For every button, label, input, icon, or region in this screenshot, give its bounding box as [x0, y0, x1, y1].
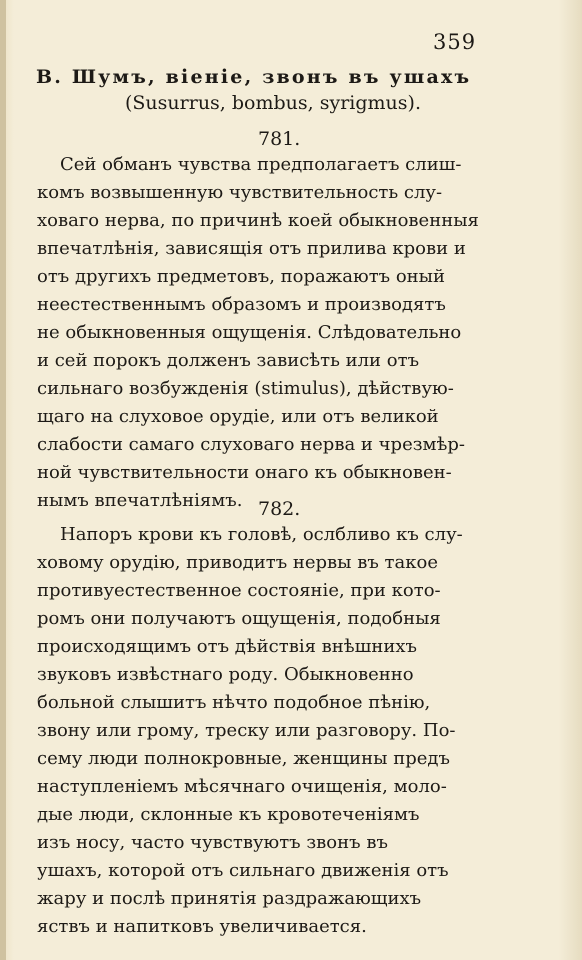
text-line: звуковъ извѣстнаго роду. Обыкновенно [37, 664, 414, 685]
page-number: 359 [433, 30, 477, 54]
text-line: звону или грому, треску или разговору. По- [37, 720, 456, 741]
text-line: сильнаго возбужденія (stimulus), дѣйствую- [37, 378, 454, 399]
text-line: ной чувствительности онаго къ обыкновен- [37, 462, 452, 483]
text-line: не обыкновенныя ощущенія. Слѣдовательно [37, 322, 462, 343]
text-line: отъ другихъ предметовъ, поражаютъ оный [37, 266, 445, 287]
text-line: Сей обманъ чувства предполагаетъ слиш- [60, 154, 462, 175]
text-line: Напоръ крови къ головѣ, ослбливо къ слу- [60, 524, 463, 545]
text-line: впечатлѣнія, зависящія отъ прилива крови и [37, 238, 466, 259]
text-line: ушахъ, которой отъ сильнаго движенія отъ [37, 860, 449, 881]
text-line: ромъ они получаютъ ощущенія, подобныя [37, 608, 441, 629]
section-heading: В. Шумъ, віеніе, звонъ въ ушахъ [36, 66, 472, 88]
text-line: сему люди полнокровные, женщины предъ [37, 748, 450, 769]
text-line: больной слышитъ нѣчто подобное пѣнію, [37, 692, 431, 713]
text-line: ховаго нерва, по причинѣ коей обыкновенныя [37, 210, 479, 231]
text-line: щаго на слуховое орудіе, или отъ великой [37, 406, 439, 427]
text-line: комъ возвышенную чувствительность слу- [37, 182, 443, 203]
text-line: наступленіемъ мѣсячнаго очищенія, моло- [37, 776, 447, 797]
text-line: яствъ и напитковъ увеличивается. [37, 916, 367, 937]
text-line: жару и послѣ принятія раздражающихъ [37, 888, 422, 909]
text-line: дые люди, склонные къ кровотеченіямъ [37, 804, 420, 825]
text-line: слабости самаго слуховаго нерва и чрезмѣр- [37, 434, 465, 455]
page-binding-edge [0, 0, 6, 960]
text-line: неестественнымъ образомъ и производятъ [37, 294, 446, 315]
text-line: ховому орудію, приводитъ нервы въ такое [37, 552, 438, 573]
paragraph-number-782: 782. [258, 498, 301, 520]
text-line: изъ носу, часто чувствуютъ звонъ въ [37, 832, 388, 853]
text-line: и сей порокъ долженъ зависѣть или отъ [37, 350, 420, 371]
section-subheading: (Susurrus, bombus, syrigmus). [125, 92, 421, 114]
text-line: происходящимъ отъ дѣйствія внѣшнихъ [37, 636, 417, 657]
text-line: противуестественное состояніе, при кото- [37, 580, 441, 601]
paragraph-number-781: 781. [258, 128, 301, 150]
text-line: нымъ впечатлѣніямъ. [37, 490, 243, 511]
